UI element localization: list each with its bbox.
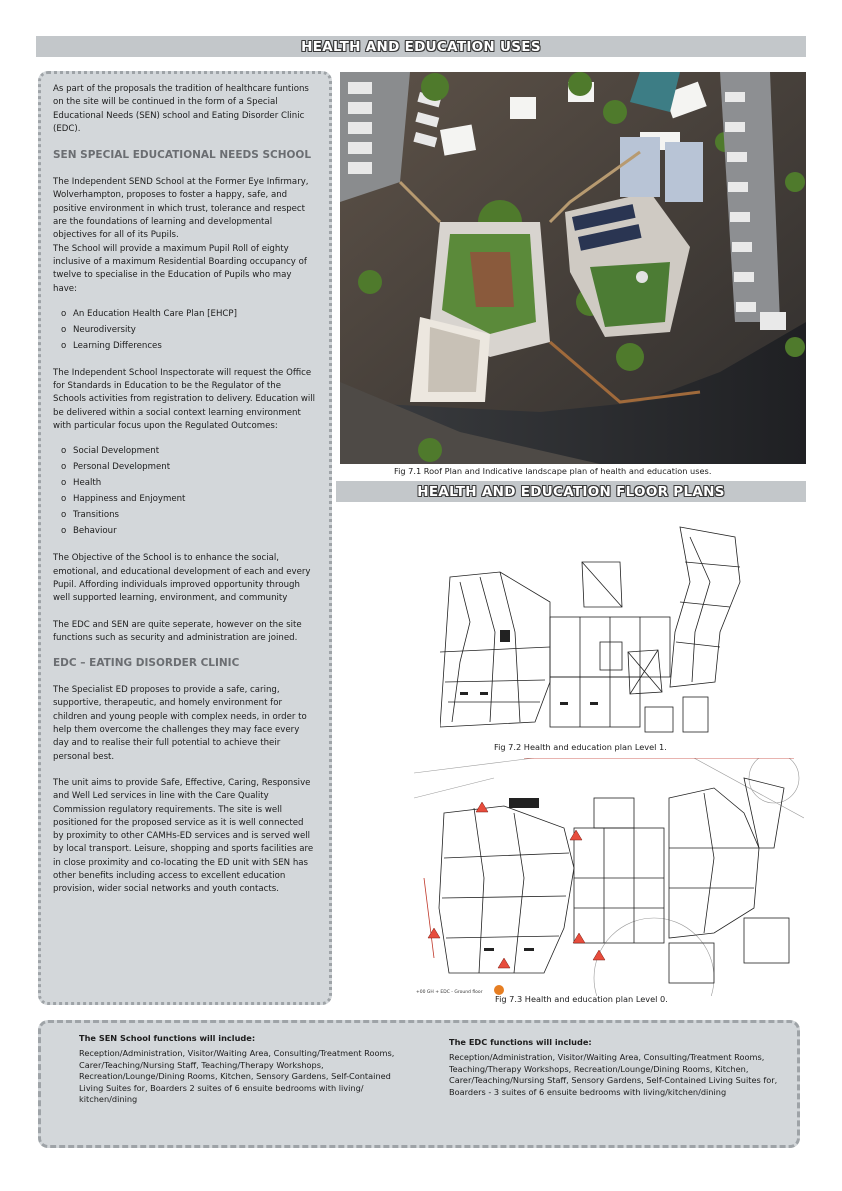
edc-heading: EDC – EATING DISORDER CLINIC [53,657,240,670]
sen-paragraph: The Objective of the School is to enhance the social, emotional, and educational development of each and every Pupil. Affording individuals improved opportunity through well supported learning, environment, and community [53,553,311,604]
edc-functions-text: Reception/Administration, Visitor/Waiting Area, Consulting/Treatment Rooms, Teaching/Therapy Workshops, Recreation/Lounge/Dining Rooms, Kitchen, Carer/Teaching/Nursing Staff, Sensory Gardens, Self-Contained Living Suites for, Boarders - 3 suites of 6 ensuite bedrooms with living/kitchen/dining [449,1052,778,1097]
floor-plan-level-1 [440,522,750,737]
plan-label: +00 GH + EDC - Ground floor [416,990,483,995]
intro-paragraph: As part of the proposals the tradition of healthcare funtions on the site will be continued in the form of a Special Educational Needs (SEN) school and Eating Disorder Clinic (EDC). [53,84,309,134]
text-panel [38,71,332,1005]
list-item: o Social Development [61,443,316,459]
sen-paragraph: The Independent School Inspectorate will request the Office for Standards in Education to be the Regulator of the Schools activities from registration to delivery. Education will be delivered within a social context learning environment with particular focus upon the Regulated Outcomes: [53,367,316,432]
list-item: o Neurodiversity [61,322,316,338]
list-item: o Health [61,475,316,491]
needs-list [61,306,316,354]
edc-paragraph: The unit aims to provide Safe, Effective, Caring, Responsive and Well Led services in line with the Care Quality Commission regulatory requirements. The site is well positioned for the proposed service as it is well connected by proximity to other CAMHs-ED services and is served well by local transport. Leisure, shopping and sports facilities are in close proximity and co-locating the ED unit with SEN has other benefits including access to excellent education provision, wider social networks and youth contacts. [53,777,314,895]
figure-caption: Fig 7.1 Roof Plan and Indicative landscape plan of health and education uses. [394,466,712,476]
sen-heading: SEN SPECIAL EDUCATIONAL NEEDS SCHOOL [53,149,312,162]
edc-functions-title: The EDC functions will include: [449,1037,592,1047]
sen-functions-text: Reception/Administration, Visitor/Waiting Area, Consulting/Treatment Rooms, Carer/Teaching/Nursing Staff, Teaching/Therapy Workshops, Recreation/Lounge/Dining Rooms, Kitchen, Sensory Gardens, Self-Contained Living Suites for, Boarders 2 suites of 6 ensuite bedrooms with living/ kitchen/dining [79,1048,395,1105]
floor-plan-level-0 [414,758,804,996]
sen-functions-title: The SEN School functions will include: [79,1033,256,1043]
sen-paragraph: The School will provide a maximum Pupil Roll of eighty inclusive of a maximum Residential Boarding occupancy of twelve to specialise in the Education of Pupils who may have: [53,243,307,294]
edc-functions [449,1037,779,1098]
figure-caption: Fig 7.2 Health and education plan Level 1. [494,742,667,752]
sen-functions [79,1033,399,1105]
list-item: o Learning Differences [61,338,316,354]
list-item: o An Education Health Care Plan [EHCP] [61,306,316,322]
section-banner [36,36,806,57]
sen-paragraph: The EDC and SEN are quite seperate, however on the site functions such as security and administration are joined. [53,619,302,643]
roof-plan-image [340,72,806,464]
section-title: HEALTH AND EDUCATION FLOOR PLANS [417,483,725,500]
sen-paragraph: The Independent SEND School at the Former Eye Infirmary, Wolverhampton, proposes to foster a happy, safe, and positive environment in which trust, tolerance and respect are the foundations of learning and developmental objectives for all of its Pupils. [53,177,309,241]
page-title: HEALTH AND EDUCATION USES [301,38,541,55]
section-banner [336,481,806,502]
figure-caption: Fig 7.3 Health and education plan Level 0. [495,994,668,1004]
edc-paragraph: The Specialist ED proposes to provide a safe, caring, supportive, therapeutic, and homely environment for children and young people with complex needs, in order to help them overcome the challenges they may face every day and to realise their full potential to achieve their personal best. [53,685,307,762]
functions-panel [38,1020,800,1148]
list-item: o Behaviour [61,523,316,539]
list-item: o Happiness and Enjoyment [61,491,316,507]
outcomes-list [61,443,316,539]
list-item: o Personal Development [61,459,316,475]
list-item: o Transitions [61,507,316,523]
